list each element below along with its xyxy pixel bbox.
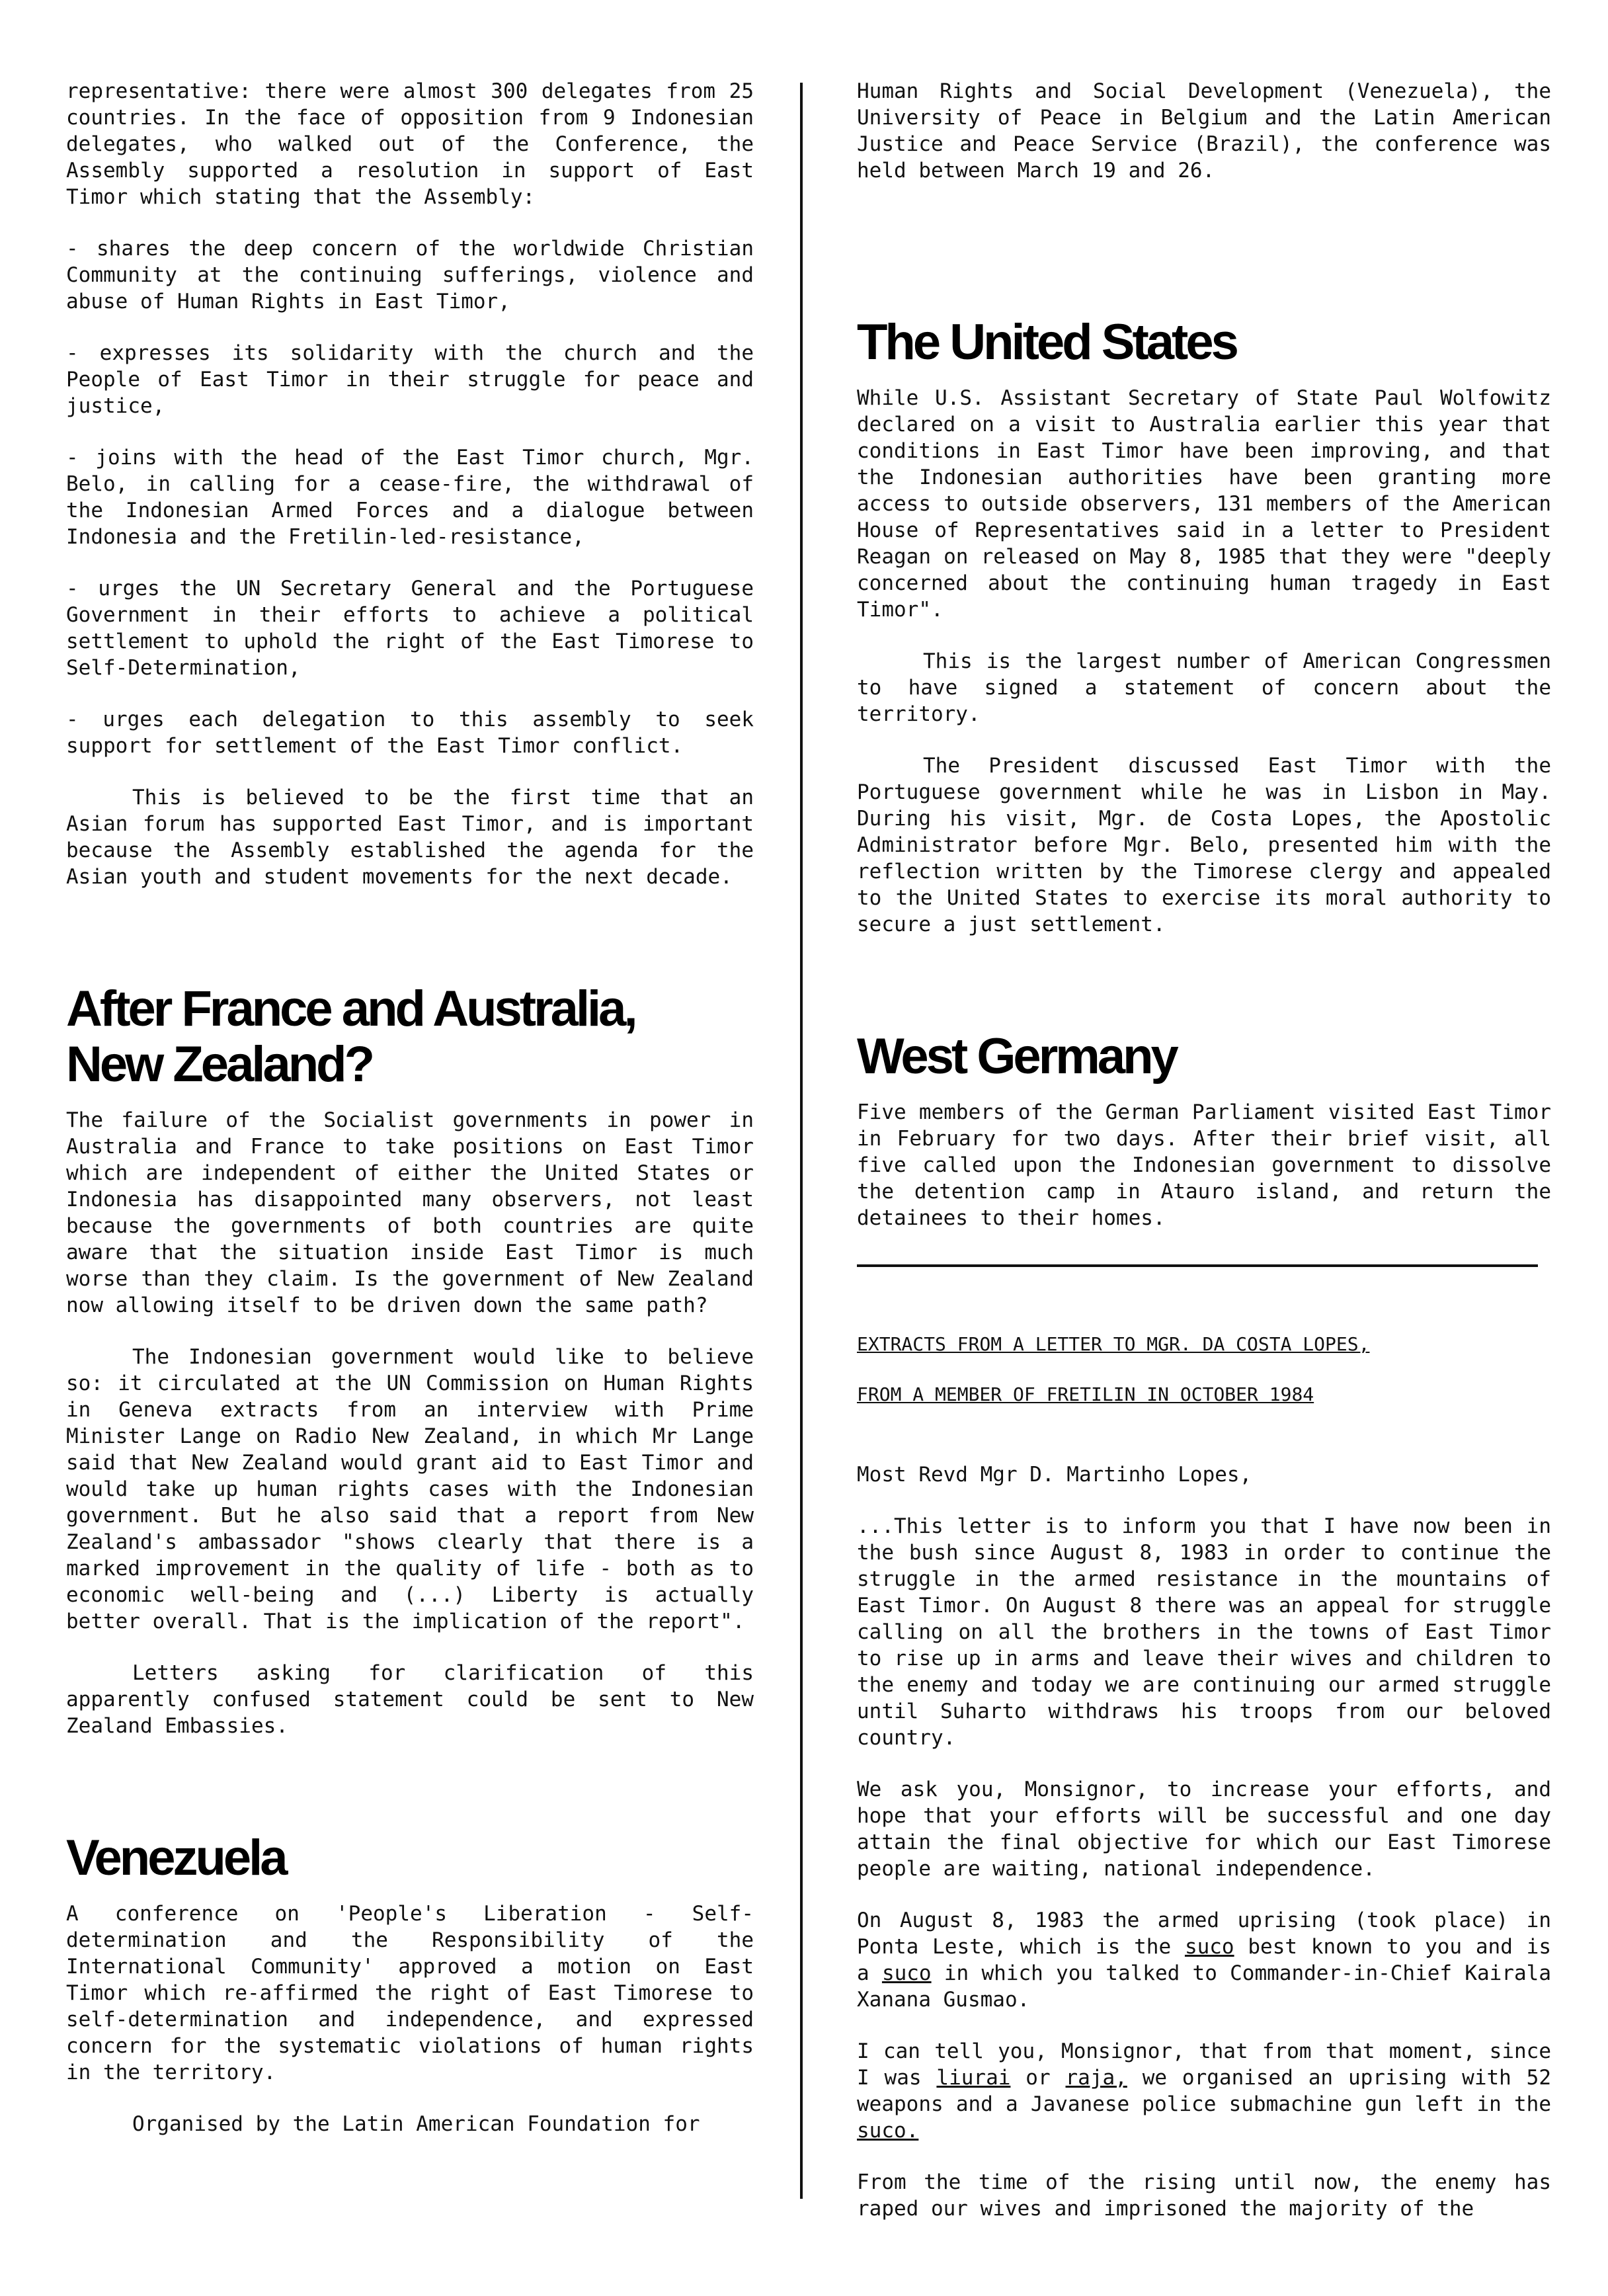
letter-paragraph: From the time of the rising until now, the enemy has raped our wives and imprisoned the majority of the bbox=[857, 2170, 1551, 2221]
left-column bbox=[66, 78, 754, 2162]
resolution-item: - urges each delegation to this assembly to seek support for settlement of the East Timor conflict. bbox=[66, 708, 754, 758]
nz-section-heading bbox=[66, 981, 754, 1092]
letter-salutation: Most Revd Mgr D. Martinho Lopes, bbox=[857, 1463, 1252, 1487]
us-paragraph: The President discussed East Timor with the Portuguese government while he was in Lisbon in May. During his visit, Mgr. de Costa Lopes, the Apostolic Administrator before Mgr. Belo, presented him with the reflection written by the Timorese clergy and appealed to the United States to exercise its moral authority to secure a just settlement. bbox=[857, 754, 1551, 936]
venezuela-paragraph: A conference on 'People's Liberation - Self-determination and the Responsibility of the International Community' approved a motion on East Timor which re-affirmed the right of East Timorese to self-determination and independence, and expressed concern for the systematic violations of human rights in the territory. bbox=[66, 1902, 754, 2084]
text-run: I can tell you, Monsignor, that from that moment, since I was bbox=[857, 2039, 1551, 2090]
term-liurai: liurai bbox=[936, 2066, 1011, 2090]
section-spacer bbox=[857, 963, 1551, 1029]
us-paragraph: While U.S. Assistant Secretary of State Paul Wolfowitz declared on a visit to Australia earlier this year that conditions in East Timor have been improving, and that the Indonesian authorities have been granting more access to outside observers, 131 members of the American House of Representatives said in a letter to President Reagan on released on May 8, 1985 that they were "deeply concerned about the continuing human tragedy in East Timor". bbox=[857, 386, 1551, 622]
term-suco: suco bbox=[881, 1961, 932, 1985]
right-column bbox=[857, 78, 1551, 2247]
letter-paragraph: We ask you, Monsignor, to increase your efforts, and hope that your efforts will be successful and one day attain the final objective for which our East Timorese people are waiting, national independence. bbox=[857, 1778, 1551, 1881]
horizontal-rule bbox=[857, 1264, 1538, 1267]
text-run: in which you talked to Commander-in-Chief Kairala Xanana Gusmao. bbox=[857, 1961, 1551, 2012]
venezuela-heading: Venezuela bbox=[66, 1830, 286, 1886]
resolution-item: - expresses its solidarity with the church and the People of East Timor in their struggle for peace and justice, bbox=[66, 341, 754, 418]
nz-heading-line2: New Zealand? bbox=[66, 1036, 372, 1092]
resolution-item: - joins with the head of the East Timor church, Mgr. Belo, in calling for a cease-fire, the withdrawal of the Indonesian Armed Forces and a dialogue between Indonesia and the Fretilin-led-resistance, bbox=[66, 446, 754, 549]
section-spacer bbox=[66, 1764, 754, 1830]
letter-paragraph bbox=[857, 2038, 1551, 2144]
resolution-item: - shares the deep concern of the worldwide Christian Community at the continuing sufferings, violence and abuse of Human Rights in East Timor, bbox=[66, 237, 754, 313]
term-suco: suco. bbox=[857, 2119, 919, 2143]
letter-extract-heading bbox=[857, 1307, 1551, 1407]
us-section-heading: The United States bbox=[857, 314, 1236, 370]
closing-paragraph: This is believed to be the first time that an Asian forum has supported East Timor, and is important because the Assembly established the agenda for the Asian youth and student movements for the next decade. bbox=[66, 786, 754, 889]
letter-paragraph: ...This letter is to inform you that I have now been in the bush since August 8, 1983 in order to continue the struggle in the armed resistance in the mountains of East Timor. On August 8 there was an appeal for struggle calling on all the brothers in the towns of East Timor to rise up in arms and leave their wives and children to the enemy and today we are continuing our armed struggle until Suharto withdraws his troops from our beloved country. bbox=[857, 1514, 1551, 1750]
west-germany-paragraph: Five members of the German Parliament visited East Timor in February for two days. After their brief visit, all five called upon the Indonesian government to dissolve the detention camp in Atauro island, and return the detainees to their homes. bbox=[857, 1100, 1551, 1230]
nz-paragraph: The failure of the Socialist governments in power in Australia and France to take positions on East Timor which are independent of either the United States or Indonesia has disappointed many observers, not least because the governments of both countries are quite aware that the situation inside East Timor is much worse than they claim. Is the government of New Zealand now allowing itself to be driven down the same path? bbox=[66, 1108, 754, 1317]
west-germany-heading: West Germany bbox=[857, 1028, 1176, 1085]
letter-heading-line2: FROM A MEMBER OF FRETILIN IN OCTOBER 1984 bbox=[857, 1383, 1314, 1405]
term-raja: raja, bbox=[1065, 2066, 1127, 2090]
nz-heading-line1: After France and Australia, bbox=[66, 981, 635, 1037]
section-spacer bbox=[66, 915, 754, 981]
letter-heading-line1: EXTRACTS FROM A LETTER TO MGR. DA COSTA LOPES, bbox=[857, 1333, 1370, 1355]
text-run: On August 8, 1983 the armed uprising (took place) in Ponta Leste, which is the bbox=[857, 1908, 1551, 1959]
letter-paragraph bbox=[857, 1907, 1551, 2013]
term-suco: suco bbox=[1184, 1935, 1234, 1959]
nz-paragraph: Letters asking for clarification of this apparently confused statement could be sent to New Zealand Embassies. bbox=[66, 1661, 754, 1738]
resolution-item: - urges the UN Secretary General and the Portuguese Government in their efforts to achieve a political settlement to uphold the right of the East Timorese to Self-Determination, bbox=[66, 577, 754, 680]
section-spacer bbox=[857, 209, 1551, 315]
us-paragraph: This is the largest number of American Congressmen to have signed a statement of concern about the territory. bbox=[857, 649, 1551, 726]
intro-paragraph: representative: there were almost 300 delegates from 25 countries. In the face of opposition from 9 Indonesian delegates, who walked out of the Conference, the Assembly supported a resolution in support of East Timor which stating that the Assembly: bbox=[66, 79, 754, 209]
text-run: or bbox=[1010, 2066, 1066, 2090]
nz-paragraph: The Indonesian government would like to believe so: it circulated at the UN Commission on Human Rights in Geneva extracts from an interview with Prime Minister Lange on Radio New Zealand, in which Mr Lange said that New Zealand would grant aid to East Timor and would take up human rights cases with the Indonesian government. But he also said that a report from New Zealand's ambassador "shows clearly that there is a marked improvement in the quality of life - both as to economic well-being and (...) Liberty is actually better overall. That is the implication of the report". bbox=[66, 1345, 754, 1633]
text-run: best known to you and is a bbox=[857, 1935, 1551, 1985]
venezuela-paragraph: Organised by the Latin American Foundation for bbox=[132, 2112, 700, 2136]
text-run: we organised an uprising with 52 weapons and a Javanese police submachine gun left in the bbox=[857, 2066, 1552, 2116]
column-divider bbox=[800, 83, 803, 2199]
venezuela-continued-paragraph: Human Rights and Social Development (Venezuela), the University of Peace in Belgium and the Latin American Justice and Peace Service (Brazil), the conference was held between March 19 and 26. bbox=[857, 79, 1551, 183]
